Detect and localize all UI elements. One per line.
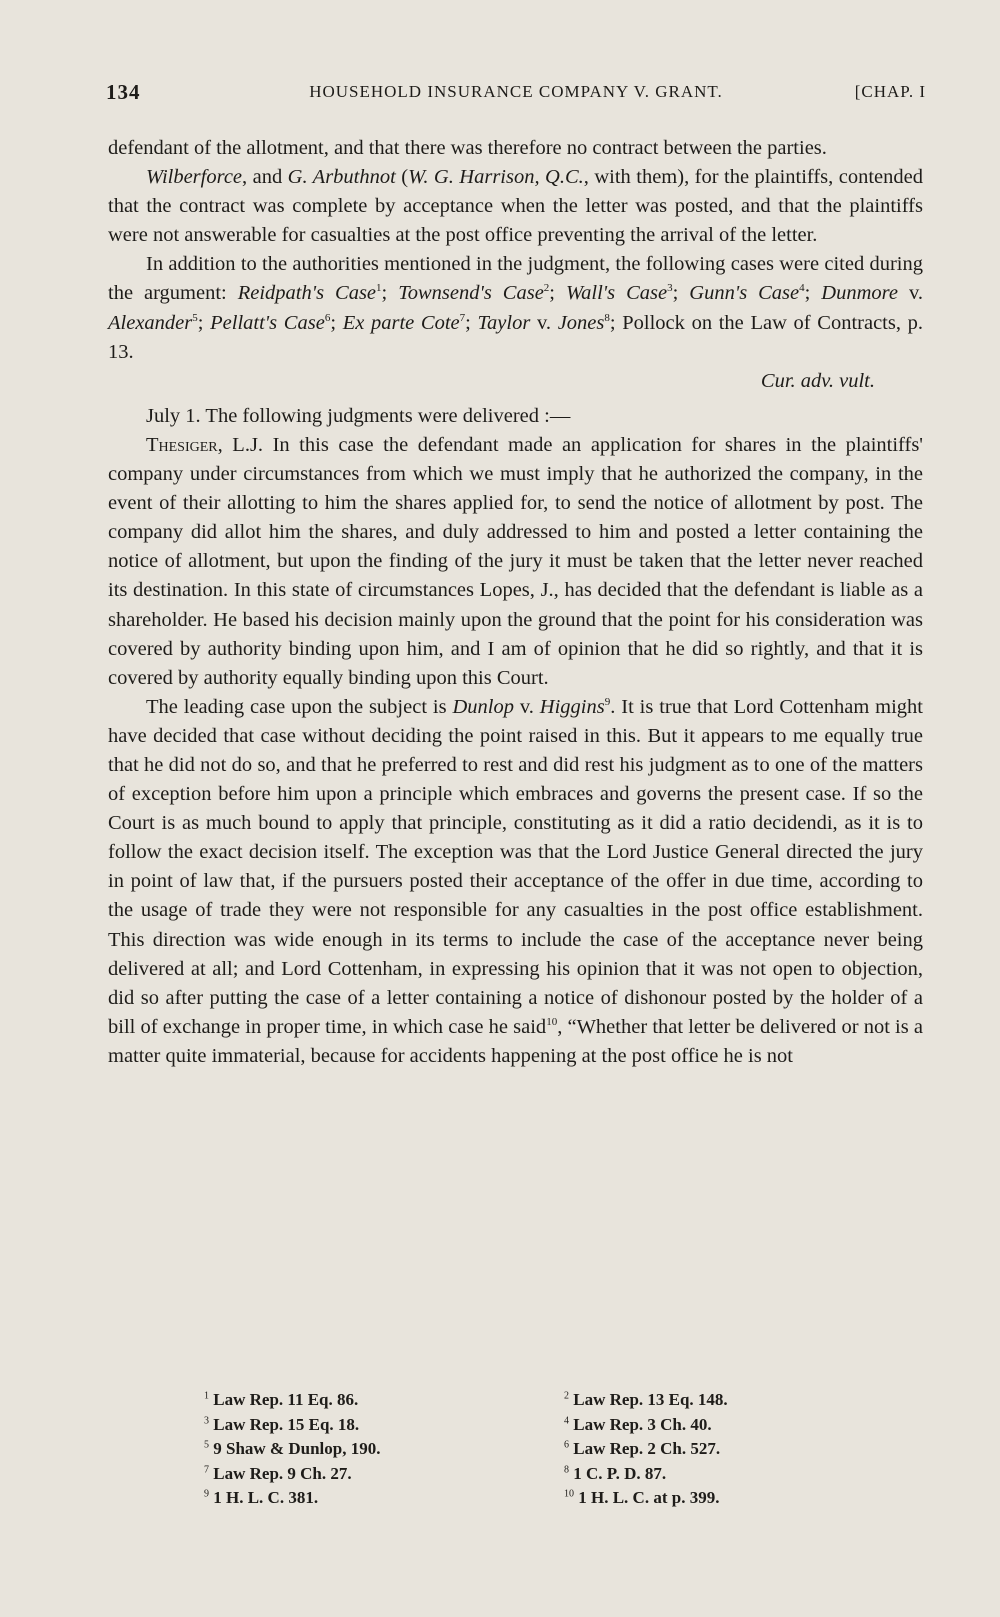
footnote: $^8$ 1 C. P. D. 87. <box>564 1463 667 1483</box>
footnote: $^2$ Law Rep. 13 Eq. 148. <box>564 1390 728 1409</box>
paragraph-2: Wilberforce, and G. Arbuthnot (W. G. Harrison, Q.C., with them), for the plaintiffs, contended that the contract was complete by acceptance when the letter was posted, and that the plaintiffs were not answerable for casualties at the post office preventing the arrival of the letter. <box>108 166 923 247</box>
counsel-name: Wilberforce <box>146 166 243 189</box>
footnote-ref: 8 <box>604 311 610 324</box>
footnote-ref: 5 <box>192 311 198 324</box>
case-citation: Taylor <box>477 311 531 334</box>
footnote: $^4$ Law Rep. 3 Ch. 40. <box>564 1414 712 1434</box>
case-citation: Alexander <box>108 311 193 334</box>
footnote: $^6$ Law Rep. 2 Ch. 527. <box>564 1439 721 1458</box>
footnote-ref: 4 <box>799 282 805 295</box>
case-citation: Dunmore <box>821 282 898 305</box>
running-header <box>106 76 926 112</box>
footnote-ref: 6 <box>324 311 331 324</box>
running-title: HOUSEHOLD INSURANCE COMPANY V. GRANT. <box>309 82 723 101</box>
footnote-ref: 9 <box>604 695 611 708</box>
judge-name: Thesiger <box>146 433 218 456</box>
case-citation: Wall's Case <box>565 282 668 305</box>
paragraph-3: In addition to the authorities mentioned in the judgment, the following cases were cited during the argument: Reidpath's Case$^1$; Townsend's Case$^2$; Wall's Case$^3$; Gunn's Case$^4$; Dunmore v. Alexander$^5$; Pellatt's Case$^6$; Ex parte Cote$^7$; Taylor v. Jones$^8$; Pollock on the Law of Contracts, p. 13. <box>108 253 924 363</box>
footnote-ref: 10 <box>546 1015 558 1028</box>
case-citation: Reidpath's Case <box>237 282 377 305</box>
case-citation: Jones <box>557 311 605 334</box>
footnote: $^9$ 1 H. L. C. 381. <box>204 1488 319 1507</box>
paragraph-judgment: Thesiger, L.J. In this case the defendant made an application for shares in the plaintiffs' company under circumstances from which we must imply that he authorized the company, in the event of their allotting to him the shares applied for, to send the notice of allotment by post. The company did allot him the shares, and duly addressed to him and posted a letter containing the notice of allotment, but upon the finding of the jury it must be taken that the letter never reached its destination. In this state of circumstances Lopes, J., has decided that the defendant is liable as a shareholder. He based his decision mainly upon the ground that the point for his consideration was covered by authority binding upon him, and I am of opinion that he did so rightly, and that it is covered by authority equally binding upon this Court. <box>108 433 923 689</box>
case-citation: Townsend's Case <box>398 282 544 305</box>
chapter-label: [CHAP. I <box>854 82 926 101</box>
case-citation: Dunlop <box>452 695 514 718</box>
case-citation: Gunn's Case <box>689 282 800 305</box>
body-text <box>108 134 923 1071</box>
footnote: $^7$ Law Rep. 9 Ch. 27. <box>204 1463 352 1483</box>
footnotes <box>204 1388 844 1511</box>
paragraph-date: July 1. The following judgments were delivered :— <box>146 404 571 427</box>
paragraph-dunlop: The leading case upon the subject is Dunlop v. Higgins$^9$. It is true that Lord Cottenham might have decided that case without deciding the point raised in this. But it appears to me equally true that he did not do so, and that he preferred to rest and did rest his judgment as to one of the matters of exception before him upon a principle which embraces and governs the present case. If so the Court is as much bound to apply that principle, constituting as it did a ratio decidendi, as it is to follow the exact decision itself. The exception was that the Lord Justice General directed the jury in point of law that, if the pursuers posted their acceptance of the offer in due time, according to the usage of trade they were not responsible for any casualties in the post office establishment. This direction was wide enough in its terms to include the case of the acceptance never being delivered at all; and Lord Cottenham, in expressing his opinion that it was not open to objection, did so after putting the case of a letter containing a notice of dishonour posted by the holder of a bill of exchange in proper time, in which case he said$^{10}$, “Whether that letter be delivered or not is a matter quite immaterial, because for accidents happening at the post office he is not <box>108 695 924 1067</box>
counsel-name: W. G. Harrison, Q.C. <box>408 166 584 189</box>
footnote: $^1$ Law Rep. 11 Eq. 86. <box>204 1390 359 1409</box>
paragraph-1: defendant of the allotment, and that there was therefore no contract between the parties. <box>108 137 827 159</box>
footnote: $^5$ 9 Shaw & Dunlop, 190. <box>204 1439 381 1458</box>
case-citation: Higgins <box>539 695 605 718</box>
case-citation: Pellatt's Case <box>210 311 325 334</box>
counsel-name: G. Arbuthnot <box>287 166 396 189</box>
footnote: $^3$ Law Rep. 15 Eq. 18. <box>204 1414 360 1434</box>
footnote-ref: 2 <box>543 282 550 295</box>
page-number: 134 <box>106 80 141 104</box>
footnote-ref: 7 <box>459 311 466 324</box>
case-citation: Ex parte Cote <box>342 311 460 334</box>
footnote: $^{10}$ 1 H. L. C. at p. 399. <box>564 1488 720 1507</box>
footnote-ref: 3 <box>667 282 673 295</box>
footnote-ref: 1 <box>376 282 382 295</box>
cur-adv-vult: Cur. adv. vult. <box>760 369 875 392</box>
